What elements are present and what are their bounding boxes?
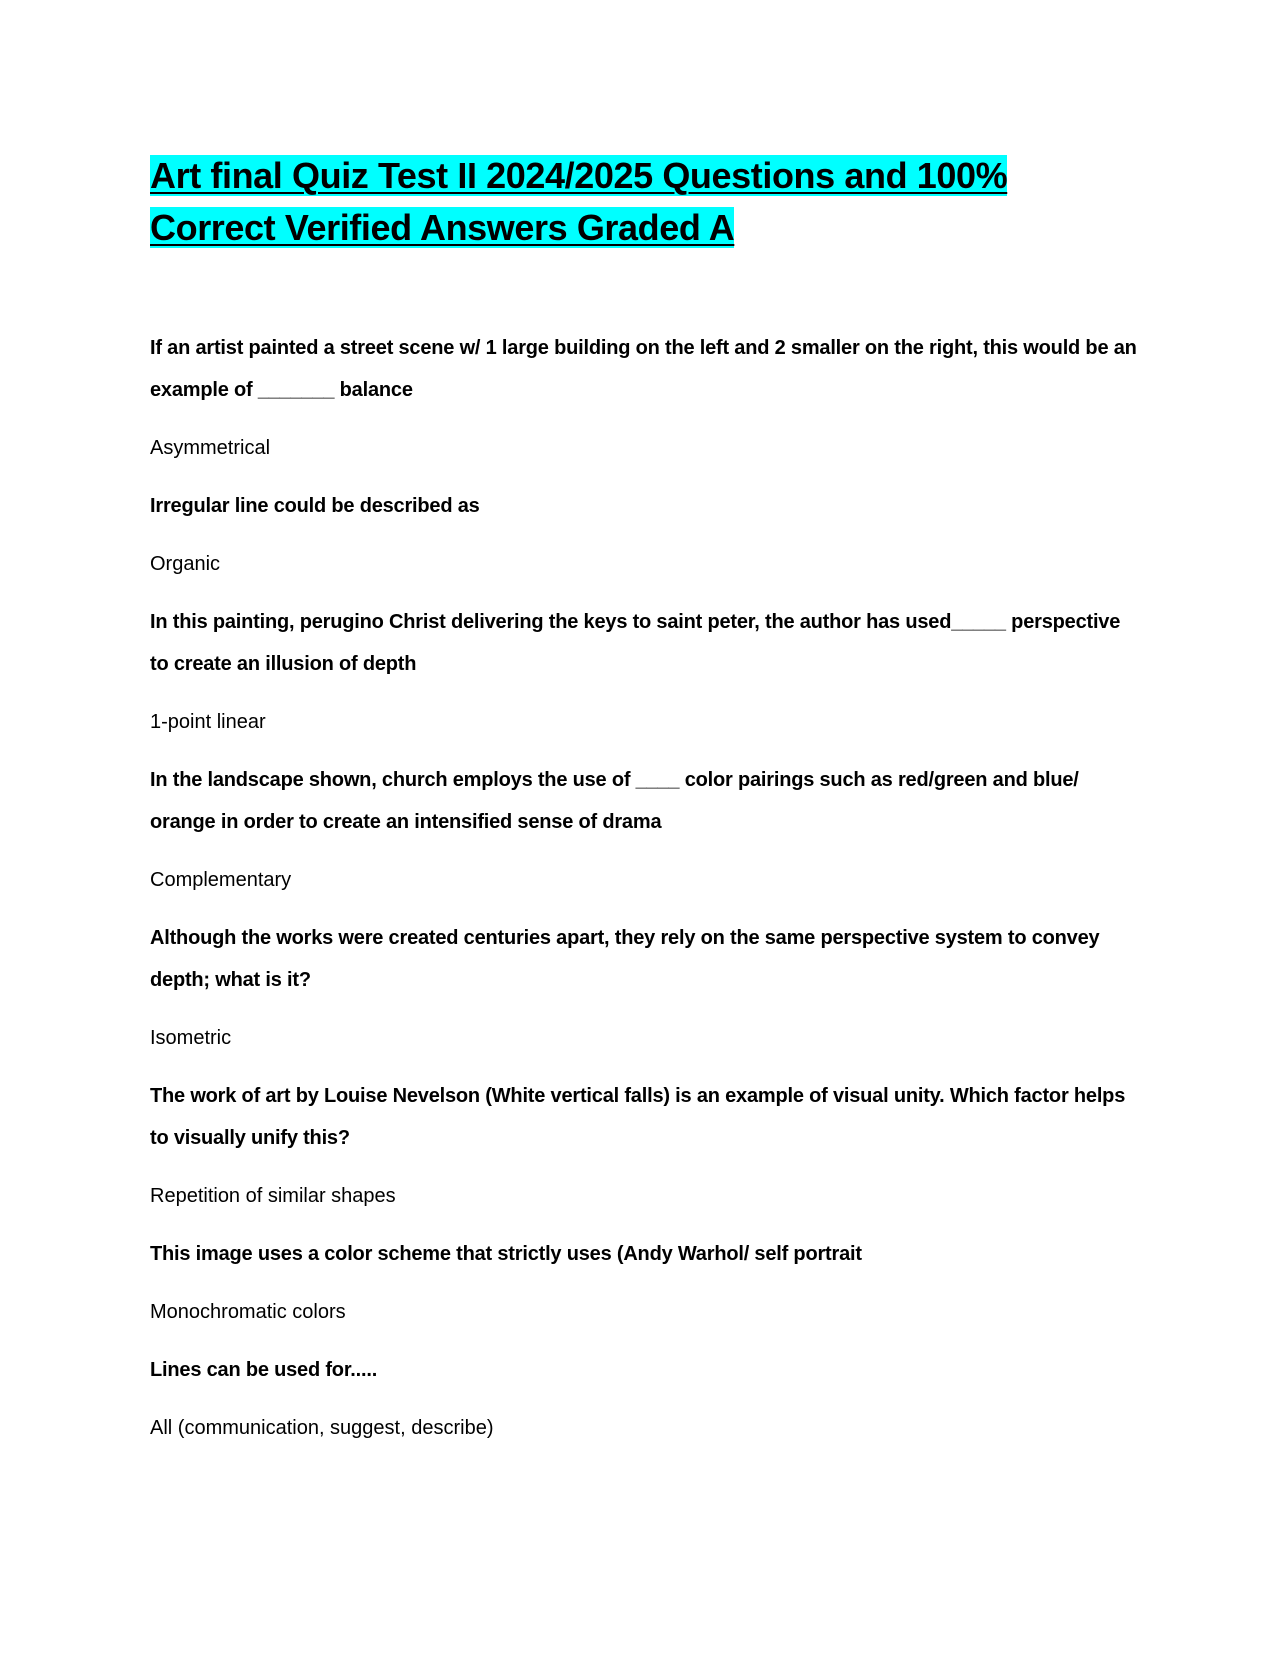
question-4: In the landscape shown, church employs the use of ____ color pairings such as red/green and blue/ orange in order to create an intensified sense of drama [150,769,1079,833]
answer-4: Complementary [150,869,292,891]
answer-2: Organic [150,553,221,575]
question-7: This image uses a color scheme that strictly uses (Andy Warhol/ self portrait [150,1243,862,1265]
question-2: Irregular line could be described as [150,495,480,517]
question-1: If an artist painted a street scene w/ 1 large building on the left and 2 smaller on the right, this would be an example of _______ balance [150,337,1137,401]
question-3: In this painting, perugino Christ delivering the keys to saint peter, the author has used_____ perspective to create an illusion of depth [150,611,1121,675]
document-title-text: Art final Quiz Test II 2024/2025 Questions and 100% Correct Verified Answers Graded A [150,155,1008,248]
answer-1: Asymmetrical [150,437,271,459]
document-page [150,150,1140,1465]
answer-3: 1-point linear [150,711,266,733]
answer-7: Monochromatic colors [150,1301,346,1323]
answer-5: Isometric [150,1027,232,1049]
document-title [150,150,1140,254]
question-6: The work of art by Louise Nevelson (White vertical falls) is an example of visual unity. Which factor helps to visually unify this? [150,1085,1126,1149]
answer-6: Repetition of similar shapes [150,1185,396,1207]
answer-8: All (communication, suggest, describe) [150,1417,494,1439]
question-8: Lines can be used for..... [150,1359,378,1381]
question-5: Although the works were created centuries apart, they rely on the same perspective system to convey depth; what is it? [150,927,1100,991]
qa-list [150,327,1140,1449]
